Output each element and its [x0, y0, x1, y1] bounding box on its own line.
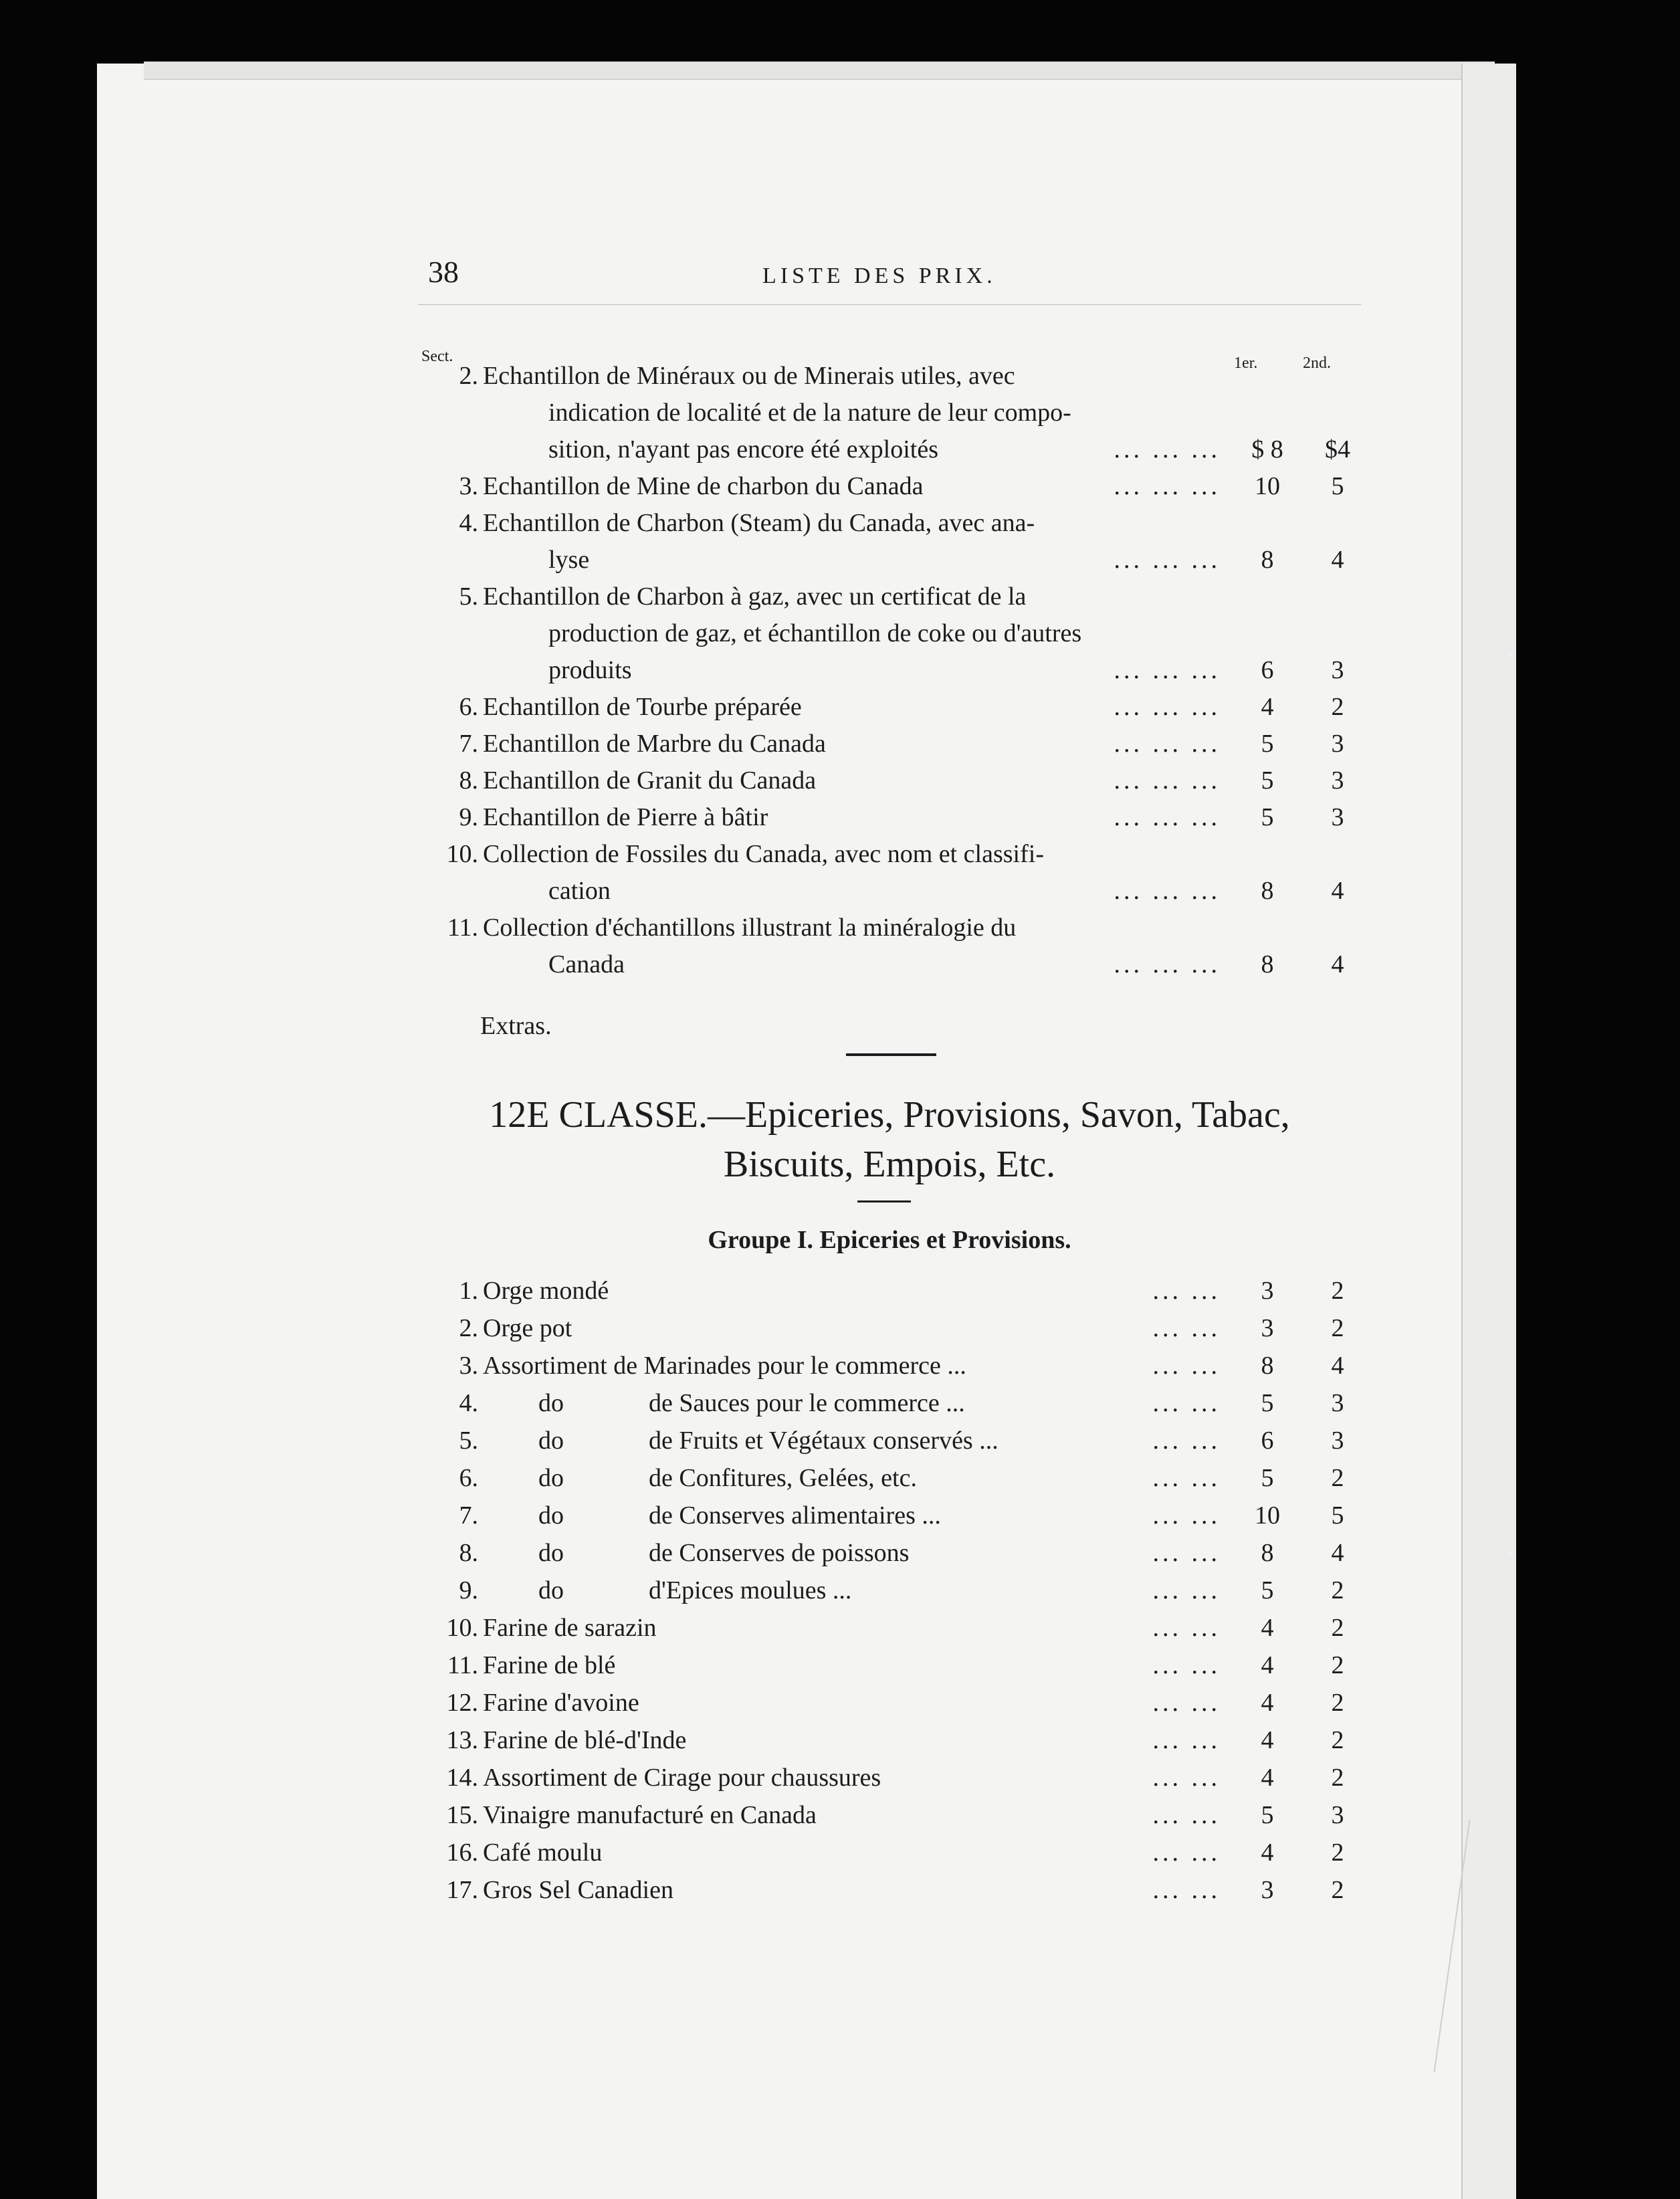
entry-text: Farine d'avoine	[483, 1689, 639, 1717]
entry-text: Assortiment de Marinades pour le commerce ...	[483, 1352, 966, 1380]
ditto-mark: do	[538, 1501, 564, 1530]
entry-number: 9.	[459, 1576, 478, 1604]
leader-dots: ... ...	[1152, 1464, 1221, 1492]
leader-dots: ... ... ...	[1114, 472, 1221, 500]
leader-dots: ... ... ...	[1114, 546, 1221, 574]
entry-text: Farine de blé-d'Inde	[483, 1726, 687, 1754]
class-heading-line-1: 12E CLASSE.—Epiceries, Provisions, Savon, Tabac,	[489, 1094, 1290, 1136]
class-heading	[415, 1090, 1364, 1189]
first-prize: 4	[1261, 693, 1274, 721]
sect-label: Sect.	[421, 348, 453, 365]
entry-number: 5.	[459, 1427, 478, 1455]
entry-number: 13.	[446, 1726, 478, 1754]
entry-text: Collection de Fossiles du Canada, avec nom et classifi-	[483, 840, 1044, 868]
second-prize: $4	[1325, 435, 1350, 463]
entry-number: 11.	[447, 1651, 478, 1679]
entry-number: 10.	[446, 1614, 478, 1642]
header-rule	[418, 304, 1361, 305]
extras-label: Extras.	[480, 1012, 552, 1040]
grocery-entry	[415, 1463, 1364, 1501]
entry-text: Echantillon de Mine de charbon du Canada	[483, 472, 924, 500]
entry-text: Echantillon de Pierre à bâtir	[483, 803, 768, 831]
grocery-entry	[415, 1838, 1364, 1875]
leader-dots: ... ... ...	[1114, 730, 1221, 758]
second-prize: 2	[1331, 1689, 1344, 1717]
second-prize: 5	[1331, 472, 1344, 500]
second-prize: 3	[1331, 1389, 1344, 1417]
first-prize: 8	[1261, 950, 1274, 978]
entry-number: 5.	[459, 583, 478, 611]
section-rule	[846, 1053, 936, 1056]
grocery-entry	[415, 1875, 1364, 1913]
entry-number: 7.	[459, 730, 478, 758]
entry-text: Farine de blé	[483, 1651, 616, 1679]
grocery-entry	[415, 1538, 1364, 1576]
entry-number: 17.	[446, 1876, 478, 1904]
leader-dots: ... ...	[1152, 1539, 1221, 1567]
entry-text: Echantillon de Minéraux ou de Minerais utiles, avec	[483, 362, 1015, 390]
entry-text: production de gaz, et échantillon de coke ou d'autres	[548, 619, 1082, 647]
entry-text: Orge pot	[483, 1314, 572, 1342]
first-prize: 8	[1261, 877, 1274, 905]
first-prize: 3	[1261, 1277, 1274, 1305]
entry-text: de Conserves alimentaires ...	[649, 1501, 941, 1530]
leader-dots: ... ... ...	[1114, 766, 1221, 795]
entry-text: Canada	[548, 950, 625, 978]
ditto-mark: do	[538, 1539, 564, 1567]
mineral-entry-line	[415, 913, 1364, 950]
leader-dots: ... ...	[1152, 1389, 1221, 1417]
entry-text: lyse	[548, 546, 590, 574]
entry-text: Gros Sel Canadien	[483, 1876, 673, 1904]
leader-dots: ... ... ...	[1114, 656, 1221, 684]
mineral-entry-line	[415, 361, 1364, 399]
entry-number: 9.	[459, 803, 478, 831]
first-prize: 3	[1261, 1876, 1274, 1904]
first-prize: 4	[1261, 1651, 1274, 1679]
first-prize: $ 8	[1251, 435, 1283, 463]
mineral-entry-line	[415, 472, 1364, 509]
mineral-entry-line	[415, 692, 1364, 730]
entry-text: de Fruits et Végétaux conservés ...	[649, 1427, 999, 1455]
entry-number: 15.	[446, 1801, 478, 1829]
second-prize: 3	[1331, 730, 1344, 758]
first-prize: 4	[1261, 1689, 1274, 1717]
mineral-entry-line	[415, 508, 1364, 546]
mineral-entry-line	[415, 876, 1364, 914]
grocery-entry	[415, 1351, 1364, 1388]
entry-number: 16.	[446, 1839, 478, 1867]
leader-dots: ... ... ...	[1114, 950, 1221, 978]
grocery-entry	[415, 1800, 1364, 1838]
entry-number: 2.	[459, 1314, 478, 1342]
second-prize: 5	[1331, 1501, 1344, 1530]
second-prize: 2	[1331, 1576, 1344, 1604]
second-prize: 2	[1331, 1839, 1344, 1867]
leader-dots: ... ...	[1152, 1277, 1221, 1305]
leader-dots: ... ...	[1152, 1614, 1221, 1642]
ditto-mark: do	[538, 1389, 564, 1417]
entry-text: de Conserves de poissons	[649, 1539, 910, 1567]
grocery-entry	[415, 1688, 1364, 1725]
entry-text: Farine de sarazin	[483, 1614, 657, 1642]
group-heading: Groupe I. Epiceries et Provisions.	[708, 1226, 1071, 1254]
second-prize: 2	[1331, 1614, 1344, 1642]
leader-dots: ... ...	[1152, 1576, 1221, 1604]
entry-text: Orge mondé	[483, 1277, 609, 1305]
grocery-entry	[415, 1276, 1364, 1314]
second-prize: 2	[1331, 1314, 1344, 1342]
entry-text: Vinaigre manufacturé en Canada	[483, 1801, 817, 1829]
ditto-mark: do	[538, 1464, 564, 1492]
col-second-label: 2nd.	[1303, 354, 1331, 372]
first-prize: 5	[1261, 766, 1274, 795]
grocery-entry	[415, 1314, 1364, 1351]
entry-text: sition, n'ayant pas encore été exploités	[548, 435, 938, 463]
entry-text: Echantillon de Charbon (Steam) du Canada, avec ana-	[483, 509, 1035, 537]
leader-dots: ... ...	[1152, 1839, 1221, 1867]
first-prize: 5	[1261, 1389, 1274, 1417]
grocery-entry	[415, 1388, 1364, 1426]
second-prize: 4	[1331, 950, 1344, 978]
second-prize: 3	[1331, 803, 1344, 831]
first-prize: 8	[1261, 1352, 1274, 1380]
entry-number: 4.	[459, 509, 478, 537]
second-prize: 3	[1331, 1427, 1344, 1455]
leader-dots: ... ...	[1152, 1352, 1221, 1380]
entry-number: 4.	[459, 1389, 478, 1417]
grocery-entry	[415, 1501, 1364, 1538]
entry-number: 1.	[459, 1277, 478, 1305]
mineral-entry-line	[415, 729, 1364, 766]
second-prize: 4	[1331, 1539, 1344, 1567]
page-right-edge	[1461, 64, 1516, 2199]
entry-text: indication de localité et de la nature de leur compo-	[548, 399, 1071, 427]
first-prize: 10	[1255, 472, 1280, 500]
mineral-entry-line	[415, 582, 1364, 619]
running-title: LISTE DES PRIX.	[762, 264, 996, 288]
entry-text: de Sauces pour le commerce ...	[649, 1389, 965, 1417]
entry-text: produits	[548, 656, 632, 684]
second-prize: 3	[1331, 766, 1344, 795]
entry-number: 6.	[459, 693, 478, 721]
first-prize: 5	[1261, 1464, 1274, 1492]
mineral-entry-line	[415, 803, 1364, 840]
first-prize: 5	[1261, 730, 1274, 758]
mineral-entry-line	[415, 398, 1364, 435]
mineral-entry-line	[415, 619, 1364, 656]
entry-text: Echantillon de Marbre du Canada	[483, 730, 826, 758]
mineral-entry-line	[415, 435, 1364, 472]
first-prize: 4	[1261, 1726, 1274, 1754]
mineral-entry-line	[415, 545, 1364, 583]
grocery-entry	[415, 1651, 1364, 1688]
ditto-mark: do	[538, 1576, 564, 1604]
second-prize: 2	[1331, 1651, 1344, 1679]
entry-text: Café moulu	[483, 1839, 603, 1867]
entry-text: Echantillon de Charbon à gaz, avec un certificat de la	[483, 583, 1027, 611]
mineral-entry-line	[415, 655, 1364, 693]
first-prize: 8	[1261, 1539, 1274, 1567]
grocery-entry	[415, 1426, 1364, 1463]
entry-number: 3.	[459, 1352, 478, 1380]
entry-text: de Confitures, Gelées, etc.	[649, 1464, 917, 1492]
mineral-entry-line	[415, 839, 1364, 877]
first-prize: 4	[1261, 1614, 1274, 1642]
entry-text: Collection d'échantillons illustrant la minéralogie du	[483, 914, 1017, 942]
second-prize: 2	[1331, 693, 1344, 721]
class-heading-line-2: Biscuits, Empois, Etc.	[723, 1144, 1056, 1185]
entry-number: 8.	[459, 1539, 478, 1567]
grocery-entry	[415, 1576, 1364, 1613]
second-prize: 2	[1331, 1726, 1344, 1754]
entry-number: 10.	[446, 840, 478, 868]
entry-number: 8.	[459, 766, 478, 795]
entry-text: Echantillon de Tourbe préparée	[483, 693, 802, 721]
first-prize: 10	[1255, 1501, 1280, 1530]
first-prize: 5	[1261, 1801, 1274, 1829]
entry-text: Assortiment de Cirage pour chaussures	[483, 1764, 881, 1792]
first-prize: 4	[1261, 1839, 1274, 1867]
mineral-entry-line	[415, 950, 1364, 987]
first-prize: 6	[1261, 1427, 1274, 1455]
leader-dots: ... ...	[1152, 1427, 1221, 1455]
leader-dots: ... ...	[1152, 1726, 1221, 1754]
first-prize: 6	[1261, 656, 1274, 684]
page-number: 38	[428, 255, 459, 289]
leader-dots: ... ...	[1152, 1876, 1221, 1904]
grocery-entry	[415, 1613, 1364, 1651]
second-prize: 3	[1331, 1801, 1344, 1829]
entry-number: 6.	[459, 1464, 478, 1492]
second-prize: 4	[1331, 877, 1344, 905]
leader-dots: ... ...	[1152, 1314, 1221, 1342]
first-prize: 8	[1261, 546, 1274, 574]
entry-number: 2.	[459, 362, 478, 390]
ditto-mark: do	[538, 1427, 564, 1455]
first-prize: 4	[1261, 1764, 1274, 1792]
col-first-label: 1er.	[1234, 354, 1258, 372]
second-prize: 2	[1331, 1764, 1344, 1792]
second-prize: 2	[1331, 1464, 1344, 1492]
second-prize: 3	[1331, 656, 1344, 684]
leader-dots: ... ...	[1152, 1764, 1221, 1792]
grocery-entry	[415, 1763, 1364, 1800]
leader-dots: ... ...	[1152, 1801, 1221, 1829]
second-prize: 2	[1331, 1277, 1344, 1305]
leader-dots: ... ...	[1152, 1689, 1221, 1717]
first-prize: 3	[1261, 1314, 1274, 1342]
entry-number: 12.	[446, 1689, 478, 1717]
first-prize: 5	[1261, 1576, 1274, 1604]
mineral-entry-line	[415, 766, 1364, 803]
leader-dots: ... ...	[1152, 1501, 1221, 1530]
grocery-entry	[415, 1725, 1364, 1763]
entry-number: 14.	[446, 1764, 478, 1792]
entry-text: Echantillon de Granit du Canada	[483, 766, 817, 795]
page-top-edge	[144, 62, 1495, 80]
leader-dots: ... ... ...	[1114, 435, 1221, 463]
heading-rule	[857, 1200, 911, 1202]
leader-dots: ... ... ...	[1114, 877, 1221, 905]
leader-dots: ... ... ...	[1114, 803, 1221, 831]
entry-number: 3.	[459, 472, 478, 500]
first-prize: 5	[1261, 803, 1274, 831]
entry-text: cation	[548, 877, 611, 905]
second-prize: 4	[1331, 546, 1344, 574]
second-prize: 4	[1331, 1352, 1344, 1380]
entry-text: d'Epices moulues ...	[649, 1576, 852, 1604]
entry-number: 7.	[459, 1501, 478, 1530]
entry-number: 11.	[447, 914, 478, 942]
second-prize: 2	[1331, 1876, 1344, 1904]
leader-dots: ... ...	[1152, 1651, 1221, 1679]
leader-dots: ... ... ...	[1114, 693, 1221, 721]
